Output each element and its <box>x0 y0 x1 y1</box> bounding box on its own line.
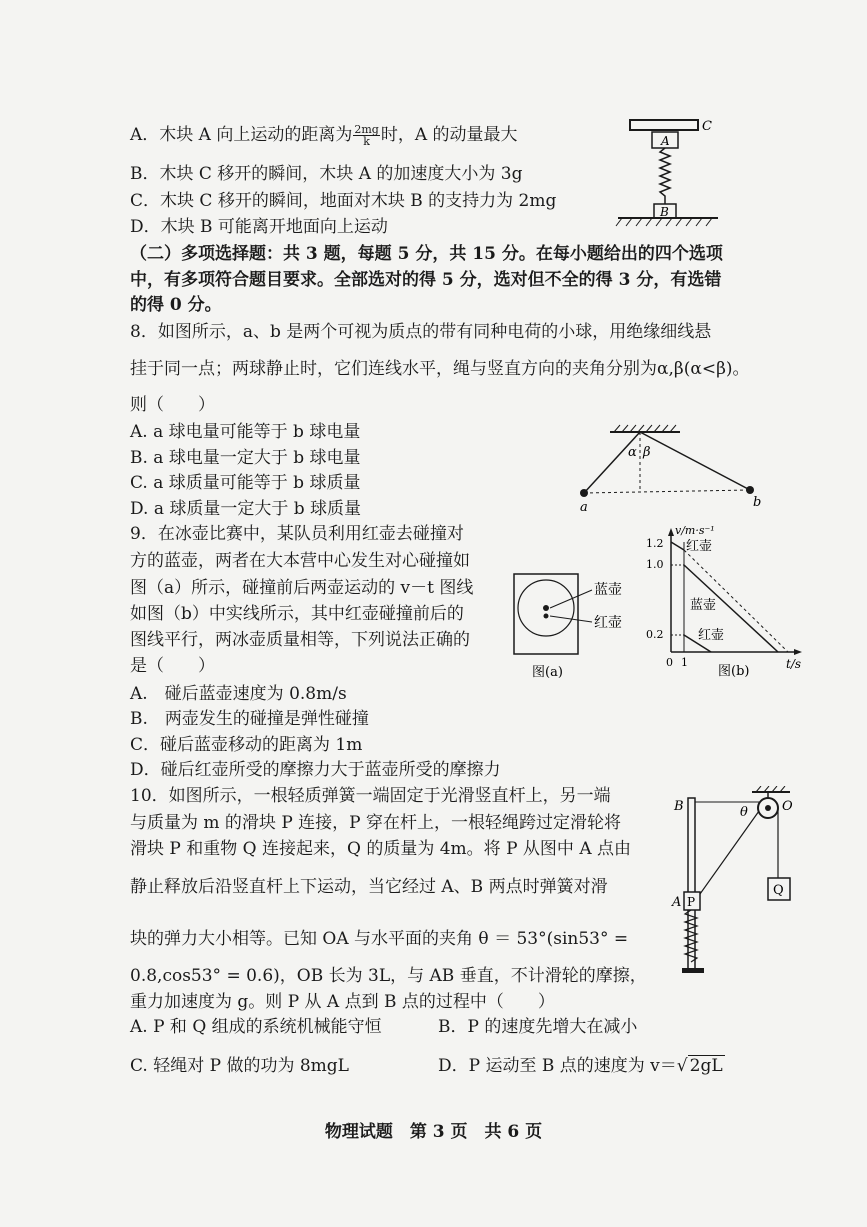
q8-stem-line3: 则（ ） <box>130 395 215 415</box>
ceiling-hatch <box>614 425 676 432</box>
label-beta: β <box>643 445 651 460</box>
q9-option-b: B. 两壶发生的碰撞是弹性碰撞 <box>130 709 369 729</box>
tick-x-0: 0 <box>666 656 673 669</box>
q10-stem-line4: 静止释放后沿竖直杆上下运动，当它经过 A、B 两点时弹簧对滑 <box>130 877 608 897</box>
q10-stem-line2: 与质量为 m 的滑块 P 连接，P 穿在杆上，一根轻绳跨过定滑轮将 <box>130 813 622 833</box>
label-red-after: 红壶 <box>698 628 725 643</box>
q10-option-d-sqrt: √ 2gL <box>676 1056 723 1076</box>
q9-stem-line5: 图线平行，两冰壶质量相等，下列说法正确的 <box>130 630 470 650</box>
label-alpha: α <box>628 445 637 460</box>
q9-stem-line6: 是（ ） <box>130 656 215 676</box>
pulley-axle <box>765 805 771 811</box>
thread-b <box>640 432 750 490</box>
q7-option-a <box>130 124 518 147</box>
fraction-numerator: 2mg <box>354 123 379 136</box>
spring <box>660 148 670 204</box>
t-axis-label: t/s <box>786 657 802 671</box>
section2-line3: 的得 0 分。 <box>130 295 222 315</box>
q7-option-a-fraction <box>353 124 379 147</box>
q10-stem-line7: 重力加速度为 g。则 P 从 A 点到 B 点的过程中（ ） <box>130 992 555 1012</box>
label-c: C <box>702 119 712 134</box>
q10-option-c: C. 轻绳对 P 做的功为 8mgL <box>130 1056 349 1076</box>
label-a: A <box>661 134 670 148</box>
label-red-stone: 红壶 <box>594 615 622 631</box>
q8-stem-line2: 挂于同一点；两球静止时，它们连线水平，绳与竖直方向的夹角分别为α,β(α<β)。 <box>130 359 750 379</box>
q10-option-b: B．P 的速度先增大在减小 <box>438 1017 638 1037</box>
q9-stem-line2: 方的蓝壶，两者在大本营中心发生对心碰撞如 <box>130 551 470 571</box>
label-p: P <box>687 895 696 909</box>
horizontal-dashed-line <box>584 490 750 493</box>
page-footer: 物理试题 第 3 页 共 6 页 <box>324 1122 543 1142</box>
q7-option-b: B．木块 C 移开的瞬间，木块 A 的加速度大小为 3g <box>130 164 523 184</box>
q10-option-d-pre: D．P 运动至 B 点的速度为 v＝ <box>438 1056 677 1076</box>
sqrt-radicand: 2gL <box>689 1056 723 1076</box>
spring-base <box>682 968 704 973</box>
q7-option-a-pre: A．木块 A 向上运动的距离为 <box>130 125 353 145</box>
q8-stem-line1: 8．如图所示，a、b 是两个可视为质点的带有同种电荷的小球，用绝缘细线悬 <box>130 322 712 342</box>
q9-option-c: C．碰后蓝壶移动的距离为 1m <box>130 735 363 755</box>
label-red-before: 红壶 <box>686 539 713 554</box>
q9-stem-line4: 如图（b）中实线所示，其中红壶碰撞前后的 <box>130 604 464 624</box>
q7-spring-block-figure <box>612 112 722 230</box>
label-b: b <box>753 495 762 510</box>
thread-a <box>584 432 640 493</box>
q9-stem-line1: 9．在冰壶比赛中，某队员利用红壶去碰撞对 <box>130 524 464 544</box>
section2-line1: （二）多项选择题：共 3 题，每题 5 分，共 15 分。在每小题给出的四个选项 <box>130 244 723 264</box>
label-blue-stone: 蓝壶 <box>594 582 622 598</box>
q10-option-d <box>438 1055 725 1077</box>
fraction-denominator: k <box>363 135 370 148</box>
v-axis-label: v/m·s⁻¹ <box>675 524 715 537</box>
tick-y-1-0: 1.0 <box>646 558 664 571</box>
q9-figure-b-vt-graph <box>638 522 810 680</box>
q7-option-a-post: 时，A 的动量最大 <box>380 125 518 145</box>
tick-y-0-2: 0.2 <box>646 628 664 641</box>
tick-x-1: 1 <box>681 656 688 669</box>
label-b: B <box>674 799 684 814</box>
q10-stem-line6: 0.8,cos53° = 0.6)，OB 长为 3L，与 AB 垂直，不计滑轮的摩擦， <box>130 966 647 986</box>
q10-stem-line3: 滑块 P 和重物 Q 连接起来，Q 的质量为 4m。将 P 从图中 A 点由 <box>130 839 632 859</box>
red-stone <box>544 614 549 619</box>
q10-option-a: A. P 和 Q 组成的系统机械能守恒 <box>130 1017 382 1037</box>
ball-b <box>746 486 754 494</box>
t-axis-arrow <box>794 649 802 655</box>
label-b: B <box>660 205 669 219</box>
q10-pulley-figure <box>670 786 810 986</box>
label-blue: 蓝壶 <box>690 598 717 613</box>
caption-a: 图(a) <box>532 665 563 680</box>
v-axis-arrow <box>668 528 674 536</box>
q9-option-d: D．碰后红壶所受的摩擦力大于蓝壶所受的摩擦力 <box>130 760 501 780</box>
ball-a <box>580 489 588 497</box>
red-before-line <box>671 542 684 550</box>
section2-line2: 中，有多项符合题目要求。全部选对的得 5 分，选对但不全的得 3 分，有选错 <box>130 270 722 290</box>
q8-option-c: C. a 球质量可能等于 b 球质量 <box>130 473 361 493</box>
q8-option-d: D. a 球质量一定大于 b 球质量 <box>130 499 362 519</box>
caption-b: 图(b) <box>718 664 750 679</box>
q9-figure-a <box>510 572 632 684</box>
label-a: A <box>672 895 682 910</box>
q9-option-a: A. 碰后蓝壶速度为 0.8m/s <box>130 684 347 704</box>
rope-to-p <box>700 811 759 894</box>
q9-stem-line3: 图（a）所示，碰撞前后两壶运动的 v－t 图线 <box>130 578 474 598</box>
blue-stone <box>543 605 549 611</box>
tick-y-1-2: 1.2 <box>646 537 664 550</box>
label-q: Q <box>773 883 784 898</box>
q10-stem-line1: 10．如图所示，一根轻质弹簧一端固定于光滑竖直杆上，另一端 <box>130 786 611 806</box>
q8-option-b: B. a 球电量一定大于 b 球电量 <box>130 448 361 468</box>
q8-charged-balls-figure <box>570 418 770 513</box>
label-o: O <box>782 799 793 814</box>
q8-option-a: A. a 球电量可能等于 b 球电量 <box>130 422 361 442</box>
label-theta: θ <box>740 805 748 820</box>
label-a: a <box>580 500 588 513</box>
block-c <box>630 120 698 130</box>
q7-option-d: D．木块 B 可能离开地面向上运动 <box>130 217 388 237</box>
ground-hatch <box>616 218 712 226</box>
q7-option-c: C．木块 C 移开的瞬间，地面对木块 B 的支持力为 2mg <box>130 191 557 211</box>
q10-stem-line5: 块的弹力大小相等。已知 OA 与水平面的夹角 θ ＝ 53°(sin53° = <box>130 929 629 949</box>
